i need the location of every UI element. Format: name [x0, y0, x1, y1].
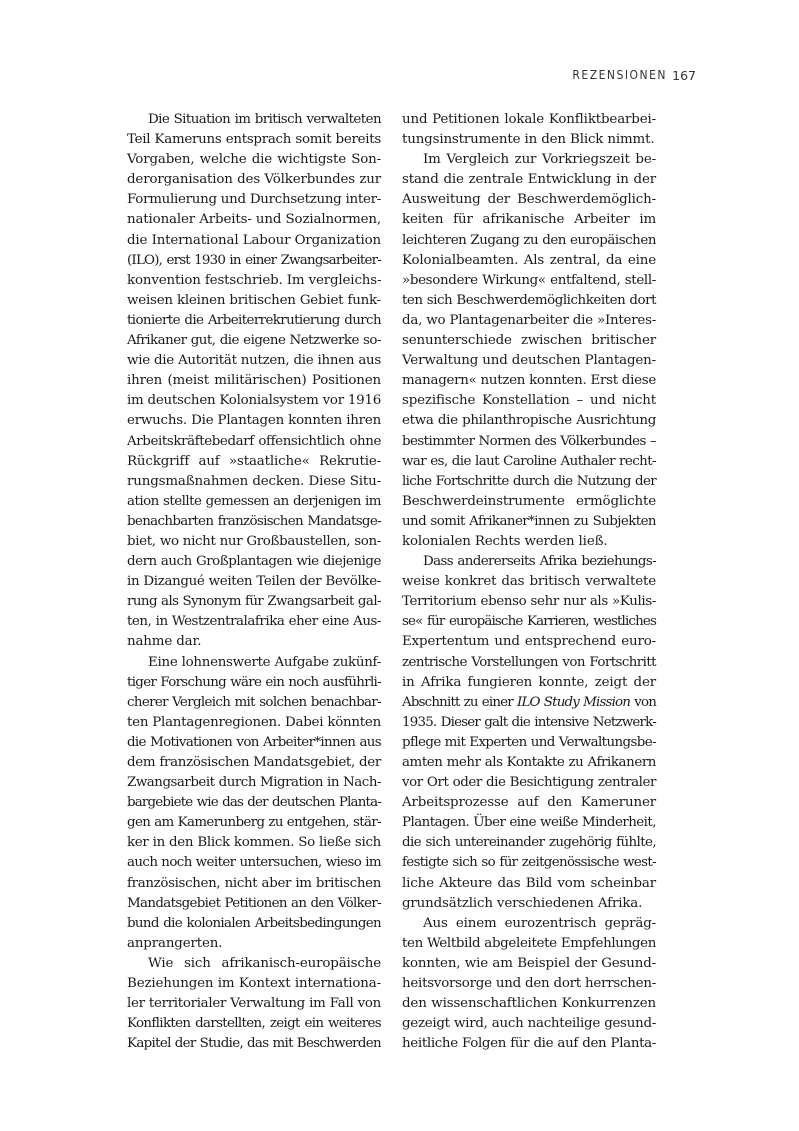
text-line: Expertentum und entsprechend euro-: [402, 634, 656, 650]
text-line: konnten, wie am Beispiel der Gesund-: [402, 955, 656, 971]
text-line: bargebiete wie das der deutschen Planta-: [127, 795, 381, 811]
text-line: se« für europäische Karrieren, westliches: [402, 614, 656, 630]
text-line: ten, in Westzentralafrika eher eine Aus-: [127, 614, 381, 630]
text-line: wie die Autorität nutzen, die ihnen aus: [127, 353, 381, 369]
text-line: tiger Forschung wäre ein noch ausführli-: [127, 674, 381, 690]
text-line: senunterschiede zwischen britischer: [402, 333, 656, 349]
text-line: derorganisation des Völkerbundes zur: [127, 172, 381, 188]
text-line: Mandatsgebiet Petitionen an den Völker-: [127, 895, 381, 911]
text-line: keiten für afrikanische Arbeiter im: [402, 212, 656, 228]
text-line: gezeigt wird, auch nachteilige gesund-: [402, 1016, 656, 1032]
text-line: Kapitel der Studie, das mit Beschwerden: [127, 1036, 381, 1052]
text-line: die sich untereinander zugehörig fühlte,: [402, 835, 656, 851]
text-line: weise konkret das britisch verwaltete: [402, 574, 656, 590]
text-line: tionierte die Arbeiterrekrutierung durch: [127, 312, 381, 328]
text-column-right: [402, 110, 656, 1054]
text-line: etwa die philanthropische Ausrichtung: [402, 413, 656, 429]
text-line: liche Akteure das Bild vom scheinbar: [402, 875, 656, 891]
text-line: vor Ort oder die Besichtigung zentraler: [402, 775, 656, 791]
text-line: Rückgriff auf »staatliche« Rekrutie-: [127, 453, 381, 469]
text-line: und Petitionen lokale Konfliktbearbei-: [402, 112, 656, 127]
text-line: »besondere Wirkung« entfaltend, stell-: [402, 272, 656, 288]
text-line: heitsvorsorge und den dort herrschen-: [402, 976, 656, 992]
text-line: benachbarten französischen Mandatsge-: [127, 513, 381, 529]
text-line: zentrische Vorstellungen von Fortschritt: [402, 654, 656, 670]
text-line: ten Plantagenregionen. Dabei könnten: [127, 714, 381, 730]
text-line: Afrikaner gut, die eigene Netzwerke so-: [127, 333, 381, 349]
text-line: dem französischen Mandatsgebiet, der: [127, 755, 381, 770]
text-line: weisen kleinen britischen Gebiet funk-: [127, 292, 381, 308]
text-line: Abschnitt zu einer ILO Study Mission von: [402, 694, 656, 710]
text-line: ler territorialer Verwaltung im Fall von: [127, 996, 381, 1012]
text-line: Verwaltung und deutschen Plantagen-: [402, 353, 656, 369]
text-line: gen am Kamerunberg zu entgehen, stär-: [127, 815, 381, 831]
text-line: Im Vergleich zur Vorkriegszeit be-: [423, 152, 656, 168]
text-line: im deutschen Kolonialsystem vor 1916: [127, 393, 381, 409]
text-line: pflege mit Experten und Verwaltungsbe-: [402, 734, 656, 750]
italic-title: ILO Study Mission: [516, 694, 631, 710]
text-line: Arbeitsprozesse auf den Kameruner: [402, 795, 656, 811]
text-line: ten Weltbild abgeleitete Empfehlungen: [402, 935, 656, 951]
text-line: Eine lohnenswerte Aufgabe zukünf-: [148, 654, 381, 670]
text-line: leichteren Zugang zu den europäischen: [402, 232, 656, 248]
text-line: ation stellte gemessen an derjenigen im: [127, 493, 381, 509]
page-number: 167: [672, 68, 696, 83]
text-line: rung als Synonym für Zwangsarbeit gal-: [127, 594, 381, 610]
text-line: Wie sich afrikanisch-europäische: [148, 955, 381, 971]
text-line: Teil Kameruns entsprach somit bereits: [127, 132, 381, 148]
text-line: 1935. Dieser galt die intensive Netzwerk-: [402, 714, 656, 730]
text-line: Arbeitskräftebedarf offensichtlich ohne: [127, 433, 381, 449]
text-line: cherer Vergleich mit solchen benachbar-: [127, 694, 381, 710]
text-line: nationaler Arbeits- und Sozialnormen,: [127, 212, 381, 228]
text-line: Plantagen. Über eine weiße Minderheit,: [402, 815, 656, 831]
text-line: ker in den Blick kommen. So ließe sich: [127, 835, 381, 851]
text-line: Formulierung und Durchsetzung inter-: [127, 192, 381, 208]
text-line: managern« nutzen konnten. Erst diese: [402, 373, 657, 389]
text-line: nahme dar.: [127, 634, 202, 650]
running-head: REZENSIONEN: [572, 68, 667, 82]
text-line: Dass andererseits Afrika beziehungs-: [423, 554, 656, 570]
text-line: biet, wo nicht nur Großbaustellen, son-: [127, 533, 381, 549]
text-line: heitliche Folgen für die auf den Planta-: [402, 1036, 656, 1052]
text-line: Die Situation im britisch verwalteten: [148, 112, 381, 127]
text-line: bund die kolonialen Arbeitsbedingungen: [127, 915, 381, 931]
text-line: spezifische Konstellation – und nicht: [402, 393, 656, 409]
text-column-left: [127, 110, 381, 1054]
text-line: in Dizangué weiten Teilen der Bevölke-: [127, 574, 381, 590]
text-line: tungsinstrumente in den Blick nimmt.: [402, 132, 655, 148]
text-line: Beschwerdeinstrumente ermöglichte: [402, 493, 656, 509]
text-line: die International Labour Organization: [127, 232, 381, 248]
text-line: Territorium ebenso sehr nur als »Kulis-: [402, 594, 656, 610]
text-line: bestimmter Normen des Völkerbundes –: [402, 433, 656, 449]
text-line: stand die zentrale Entwicklung in der: [402, 172, 656, 188]
text-line: kolonialen Rechts werden ließ.: [402, 533, 608, 549]
text-line: Beziehungen im Kontext internationa-: [127, 976, 381, 992]
text-line: dern auch Großplantagen wie diejenige: [127, 554, 381, 570]
text-line: in Afrika fungieren konnte, zeigt der: [402, 674, 656, 690]
text-line: erwuchs. Die Plantagen konnten ihren: [127, 413, 381, 429]
text-line: ten sich Beschwerdemöglichkeiten dort: [402, 292, 656, 308]
text-line: Ausweitung der Beschwerdemöglich-: [402, 192, 656, 208]
text-line: ihren (meist militärischen) Positionen: [127, 373, 381, 389]
text-line: Zwangsarbeit durch Migration in Nach-: [127, 775, 381, 791]
text-line: rungsmaßnahmen decken. Diese Situ-: [127, 473, 381, 489]
text-line: anprangerten.: [127, 935, 223, 951]
text-line: (ILO), erst 1930 in einer Zwangsarbeiter-: [127, 252, 381, 268]
text-line: war es, die laut Caroline Authaler recht-: [402, 453, 656, 469]
text-line: festigte sich so für zeitgenössische west-: [402, 855, 656, 871]
text-line: den wissenschaftlichen Konkurrenzen: [402, 996, 656, 1012]
text-line: auch noch weiter untersuchen, wieso im: [127, 855, 381, 871]
text-line: amten mehr als Kontakte zu Afrikanern: [402, 755, 656, 770]
text-line: grundsätzlich verschiedenen Afrika.: [402, 895, 643, 911]
text-line: Vorgaben, welche die wichtigste Son-: [127, 152, 381, 168]
text-line: liche Fortschritte durch die Nutzung der: [402, 473, 656, 489]
text-line: da, wo Plantagenarbeiter die »Interes-: [402, 312, 656, 328]
text-line: konvention festschrieb. Im vergleichs-: [127, 272, 382, 288]
text-line: und somit Afrikaner*innen zu Subjekten: [402, 513, 656, 529]
text-line: die Motivationen von Arbeiter*innen aus: [127, 734, 381, 750]
text-line: Konflikten darstellten, zeigt ein weiteres: [127, 1016, 381, 1032]
text-line: französischen, nicht aber im britischen: [127, 875, 381, 891]
text-line: Aus einem eurozentrisch gepräg-: [423, 915, 656, 931]
text-line: Kolonialbeamten. Als zentral, da eine: [402, 252, 656, 268]
